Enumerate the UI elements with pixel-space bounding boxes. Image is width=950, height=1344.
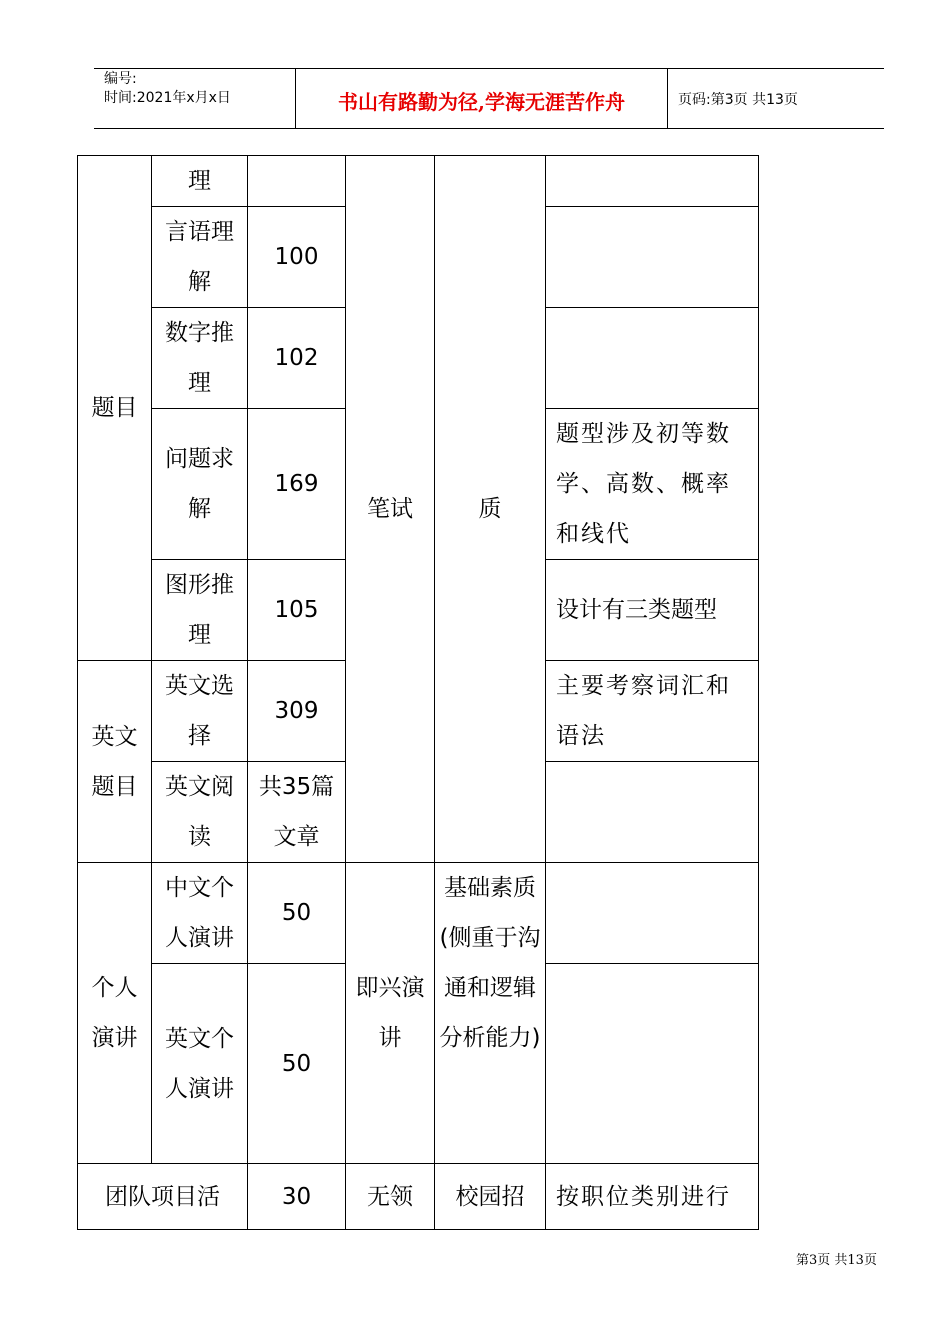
count-cell: 共35篇文章 [248,762,346,863]
item-cell: 英文阅读 [152,762,248,863]
count-cell: 105 [248,560,346,661]
count-cell: 50 [248,863,346,964]
note-cell: 设计有三类题型 [546,560,759,661]
category-cell: 英文题目 [78,661,152,863]
note-cell: 题型涉及初等数学、高数、概率和线代 [546,409,759,560]
header-bottom-rule [94,128,884,129]
item-cell: 中文个人演讲 [152,863,248,964]
header-divider [667,68,668,129]
method-cell: 即兴演讲 [346,863,435,1164]
count-cell: 50 [248,964,346,1164]
note-cell [546,863,759,964]
category-cell: 团队项目活 [78,1164,248,1230]
table-row [78,1164,759,1230]
count-cell: 102 [248,308,346,409]
note-cell [546,762,759,863]
note-cell: 按职位类别进行 [546,1164,759,1230]
time-label: 时间:2021年x月x日 [104,90,231,106]
focus-cell: 质 [435,156,546,863]
method-cell: 笔试 [346,156,435,863]
number-label: 编号: [104,71,137,87]
header-top-rule [94,68,884,69]
focus-cell: 基础素质(侧重于沟通和逻辑分析能力) [435,863,546,1164]
item-cell: 图形推理 [152,560,248,661]
note-cell [546,308,759,409]
table-row [78,863,759,964]
header-motto: 书山有路勤为径,学海无涯苦作舟 [338,90,625,114]
method-cell: 无领 [346,1164,435,1230]
header-page-info: 页码:第3页 共13页 [678,92,798,108]
item-cell: 言语理解 [152,207,248,308]
item-cell: 英文个人演讲 [152,964,248,1164]
item-cell: 英文选择 [152,661,248,762]
focus-cell: 校园招 [435,1164,546,1230]
category-cell: 个人演讲 [78,863,152,1164]
count-cell: 309 [248,661,346,762]
recruitment-table [77,155,759,1230]
category-cell: 题目 [78,156,152,661]
count-cell: 100 [248,207,346,308]
note-cell: 主要考察词汇和语法 [546,661,759,762]
note-cell [546,207,759,308]
footer-page-info: 第3页 共13页 [796,1253,877,1268]
table-row [78,156,759,207]
item-cell: 数字推理 [152,308,248,409]
count-cell [248,156,346,207]
item-cell: 问题求解 [152,409,248,560]
count-cell: 30 [248,1164,346,1230]
header-meta [104,70,231,108]
note-cell [546,156,759,207]
count-cell: 169 [248,409,346,560]
note-cell [546,964,759,1164]
item-cell: 理 [152,156,248,207]
